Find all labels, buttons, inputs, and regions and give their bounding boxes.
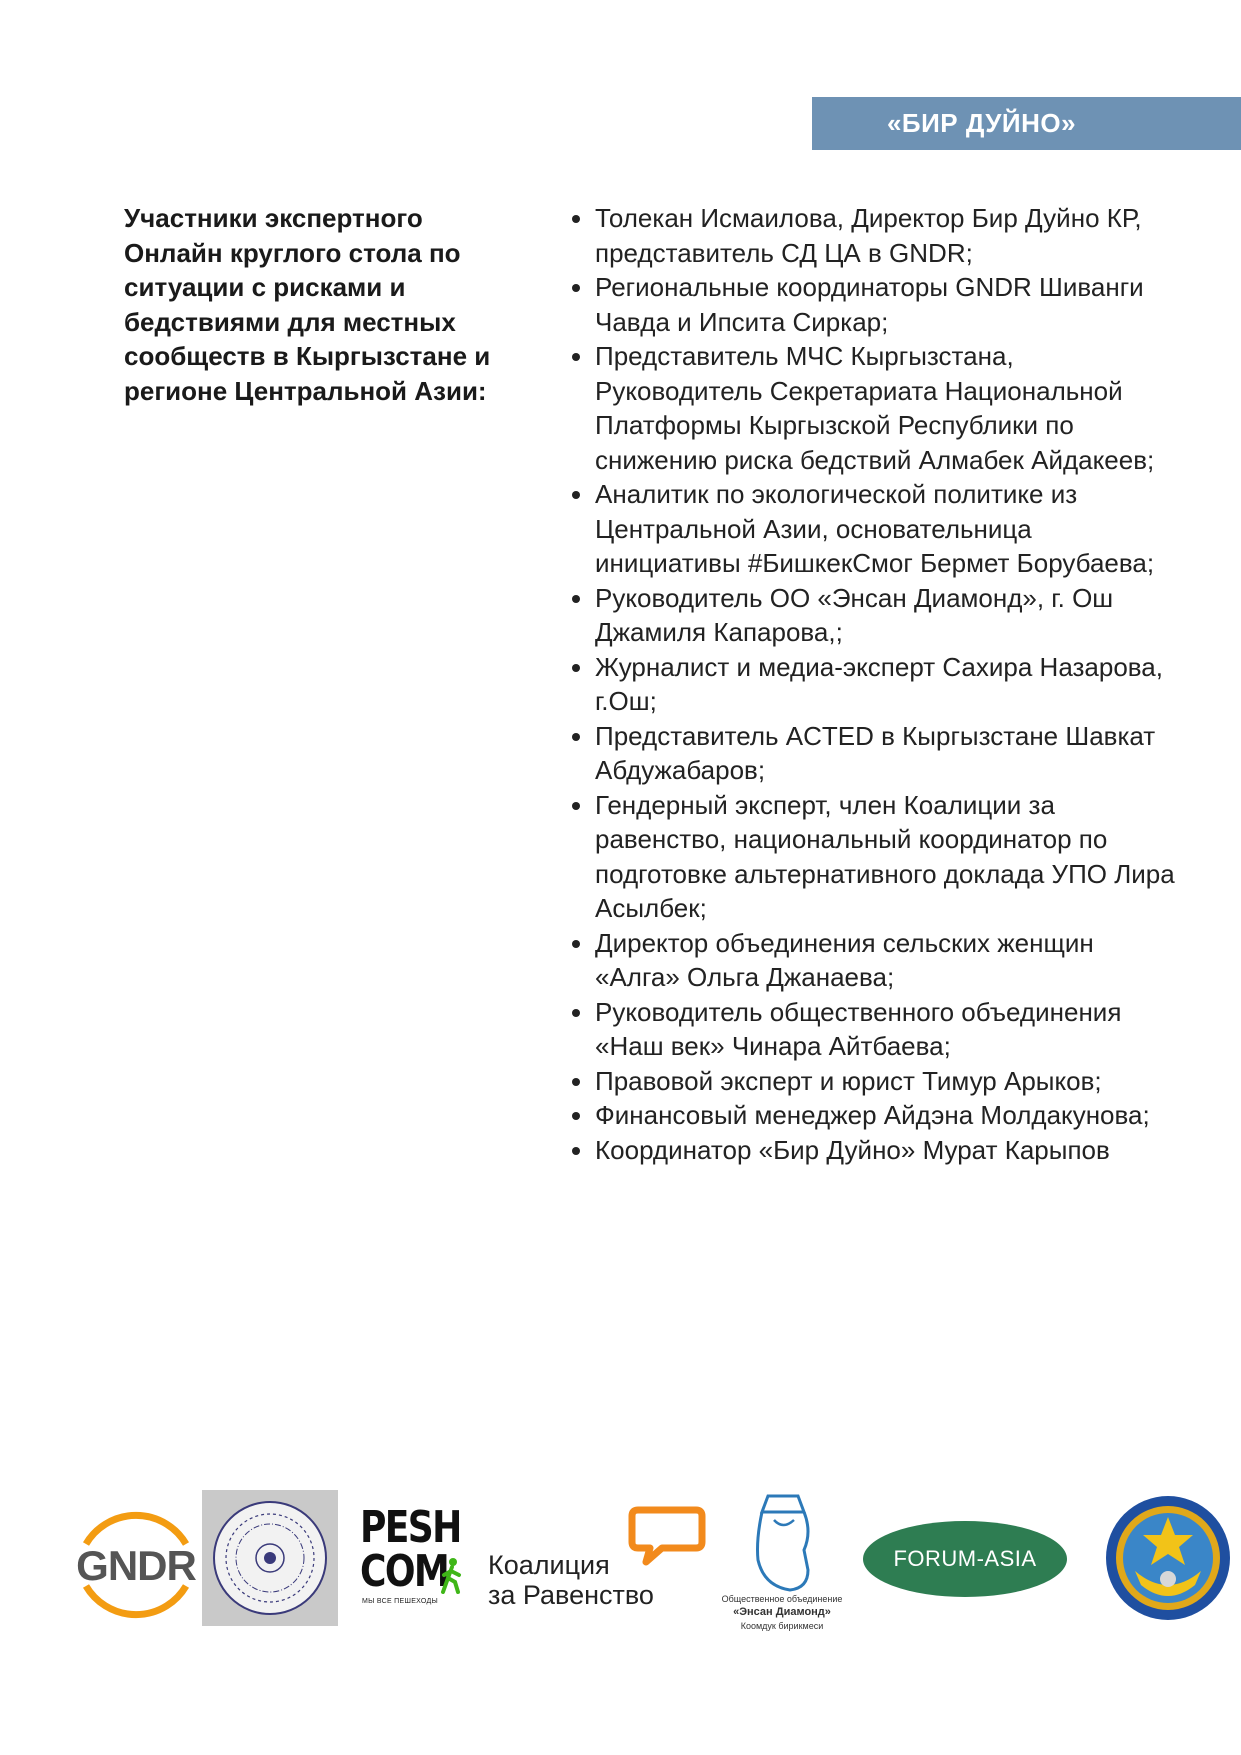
gndr-logo-text: GNDR — [76, 1542, 196, 1589]
coalition-line2: за Равенство — [488, 1580, 654, 1610]
list-item: • Координатор «Бир Дуйно» Мурат Карыпов — [595, 1133, 1175, 1168]
list-item: • Правовой эксперт и юрист Тимур Арыков; — [595, 1064, 1175, 1099]
list-item: • Аналитик по экологической политике из Центральной Азии, основательница инициативы #БишкекСмог Бермет Борубаева; — [595, 477, 1175, 581]
coalition-line1: Коалиция — [488, 1550, 610, 1580]
list-item: • Журналист и медиа-эксперт Сахира Назарова, г.Ош; — [595, 650, 1175, 719]
list-item: • Толекан Исмаилова, Директор Бир Дуйно КР, представитель СД ЦА в GNDR; — [595, 201, 1175, 270]
peshcom-logo — [360, 1502, 470, 1606]
list-item: • Представитель ACTED в Кыргызстане Шавкат Абдужабаров; — [595, 719, 1175, 788]
list-item: • Гендерный эксперт, член Коалиции за равенство, национальный координатор по подготовке альтернативного доклада УПО Лира Асылбек; — [595, 788, 1175, 926]
partner-logos — [0, 1490, 1241, 1640]
peshcom-slogan: МЫ ВСЕ ПЕШЕХОДЫ — [362, 1598, 439, 1605]
peshcom-line2: COM — [360, 1546, 449, 1597]
list-item: • Руководитель ОО «Энсан Диамонд», г. Ош Джамиля Капарова,; — [595, 581, 1175, 650]
mchs-emblem — [1105, 1495, 1231, 1621]
list-item: • Региональные координаторы GNDR Шиванги Чавда и Ипсита Сиркар; — [595, 270, 1175, 339]
forum-asia-logo — [862, 1520, 1068, 1598]
ensan-line1: Общественное объединение — [721, 1594, 843, 1604]
ensan-line3: Коомдук бирикмеси — [740, 1621, 824, 1631]
pedestrian-icon — [440, 1558, 464, 1594]
section-heading: Участники экспертного Онлайн круглого стола по ситуации с рисками и бедствиями для местных сообществ в Кыргызстане и регионе Центральной Азии: — [124, 203, 491, 406]
list-item: • Директор объединения сельских женщин «Алга» Ольга Джанаева; — [595, 926, 1175, 995]
woman-figure-icon — [746, 1490, 820, 1594]
header-title: «БИР ДУЙНО» — [886, 108, 1077, 138]
header-banner — [812, 97, 1241, 150]
coalition-logo — [488, 1502, 713, 1612]
list-item: • Финансовый менеджер Айдэна Молдакунова; — [595, 1098, 1175, 1133]
ensan-line2: «Энсан Диамонд» — [733, 1606, 831, 1618]
seal-logo — [202, 1490, 338, 1626]
list-item: • Руководитель общественного объединения «Наш век» Чинара Айтбаева; — [595, 995, 1175, 1064]
peshcom-line1: PESH — [360, 1502, 461, 1553]
ensan-diamond-logo — [712, 1490, 852, 1640]
gndr-logo — [66, 1502, 206, 1628]
forum-asia-text: FORUM-ASIA — [893, 1546, 1037, 1571]
participants-list — [565, 201, 1175, 1167]
list-item: • Представитель МЧС Кыргызстана, Руководитель Секретариата Национальной Платформы Кыргызской Республики по снижению риска бедствий Алмабек Айдакеев; — [595, 339, 1175, 477]
